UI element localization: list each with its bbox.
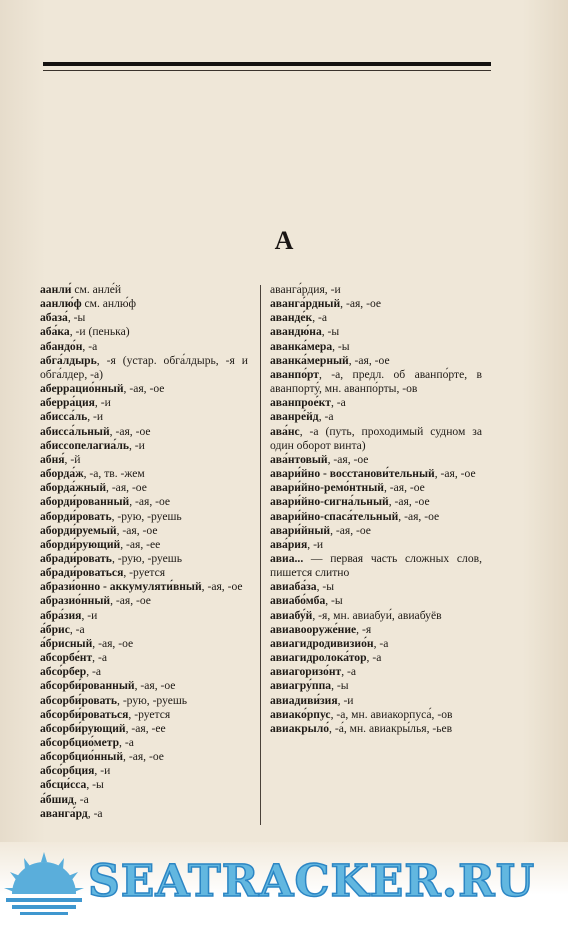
entry-headword: аванга́рд: [40, 806, 88, 820]
entry-headword: абсорбе́нт: [40, 651, 93, 665]
entry-headword: авиаба́за: [270, 580, 317, 594]
entry-grammar: , -а: [73, 792, 89, 806]
entry-grammar: , -руется: [123, 566, 166, 580]
dictionary-entry: [40, 694, 248, 708]
entry-grammar: , -а, тв. -жем: [83, 467, 145, 481]
entry-headword: авиагру́ппа: [270, 679, 332, 693]
section-letter: А: [274, 226, 294, 255]
entry-grammar: , -ая, -ое: [116, 523, 158, 537]
sun-logo-icon: [4, 850, 84, 920]
entry-grammar: , -ая, -ое: [106, 481, 147, 495]
entry-grammar: , -ая, -ое: [348, 353, 390, 367]
entry-headword: аванка́мерный: [270, 353, 349, 367]
left-column: [40, 283, 248, 821]
entry-grammar: , -и: [94, 396, 111, 410]
dictionary-entry: [40, 778, 248, 792]
entry-grammar: , -а (путь, проходимый судном за один оборот винта): [270, 424, 482, 452]
dictionary-entry: [40, 340, 248, 354]
entry-grammar: , -а: [312, 311, 328, 325]
entry-headword: абня́: [40, 452, 65, 466]
right-column: [270, 283, 482, 736]
entry-grammar: , -ая, -ое: [123, 382, 165, 396]
entry-headword: аберра́ция: [40, 396, 95, 410]
dictionary-entry: [40, 552, 248, 566]
entry-headword: авиавооруже́ние: [270, 622, 357, 636]
entry-grammar: см. анле́й: [71, 283, 122, 296]
entry-grammar: , -ая, -ее: [125, 721, 166, 735]
dictionary-entry: [40, 495, 248, 509]
entry-grammar: , -а́, мн. авиакры́лья, -ьев: [329, 721, 453, 735]
entry-headword: абсорби́роваться: [40, 707, 129, 721]
dictionary-entry: [270, 679, 482, 693]
entry-headword: авиагидролока́тор: [270, 651, 367, 665]
dictionary-entry: [270, 609, 482, 623]
dictionary-entry: [40, 623, 248, 637]
entry-grammar: , -ая, -ое: [340, 297, 382, 311]
entry-headword: авиабу́й: [270, 608, 313, 622]
dictionary-entry: [270, 340, 482, 354]
entry-headword: абиссопелагиа́ль: [40, 438, 129, 452]
entry-headword: аванре́йд: [270, 410, 319, 424]
entry-grammar: , -а: [86, 665, 102, 679]
entry-grammar: , -ы: [321, 325, 340, 339]
entry-headword: абразио́нный: [40, 594, 111, 608]
entry-grammar: , -ая, -ое: [134, 679, 176, 693]
entry-headword: авари́йно-спаса́тельный: [270, 509, 399, 523]
dictionary-entry: [40, 510, 248, 524]
entry-grammar: , -ая, -ое: [92, 636, 134, 650]
entry-headword: абга́лдырь: [40, 353, 97, 367]
entry-grammar: , -а: [119, 736, 134, 749]
dictionary-entry: [270, 396, 482, 410]
entry-headword: авари́йно-ремо́нтный: [270, 481, 384, 495]
dictionary-entry: [40, 807, 248, 821]
entry-grammar: , -а: [92, 651, 107, 665]
dictionary-entry: [270, 354, 482, 368]
entry-grammar: , -ы: [86, 778, 104, 792]
entry-grammar: , -ая, -ое: [110, 594, 151, 608]
dictionary-entry: [40, 594, 248, 608]
dictionary-entry: [40, 325, 248, 339]
entry-headword: аванка́мера: [270, 339, 333, 353]
entry-grammar: , -я, мн. авиабуи́, авиабуёв: [312, 608, 442, 622]
entry-headword: авандю́на: [270, 325, 322, 339]
dictionary-entry: [40, 538, 248, 552]
dictionary-entry: [270, 325, 482, 339]
dictionary-entry: [40, 793, 248, 807]
entry-headword: абсорби́рованный: [40, 679, 135, 693]
dictionary-entry: [270, 708, 482, 722]
entry-headword: авари́йный: [270, 523, 331, 537]
entry-grammar: , -а: [341, 665, 357, 679]
entry-grammar: , -и: [87, 410, 104, 424]
dictionary-entry: [270, 694, 482, 708]
entry-headword: ава́нс: [270, 424, 300, 438]
entry-grammar: , -я: [356, 622, 372, 636]
entry-grammar: , -ы: [325, 594, 343, 608]
entry-grammar: , -а: [366, 651, 382, 665]
entry-grammar: , -и: [337, 693, 354, 707]
entry-grammar: , -и: [128, 438, 145, 452]
dictionary-entry: [40, 354, 248, 382]
entry-headword: абради́ровать: [40, 551, 112, 565]
dictionary-entry: [40, 453, 248, 467]
entry-headword: авиадиви́зия: [270, 693, 338, 707]
entry-headword: аберрацио́нный: [40, 382, 124, 396]
dictionary-entry: [270, 722, 482, 736]
entry-headword: абсорби́рующий: [40, 721, 126, 735]
entry-grammar: , -ая, -ее: [120, 537, 161, 551]
entry-grammar: , -ы: [332, 339, 350, 353]
entry-grammar: , -й: [64, 452, 81, 466]
dictionary-entry: [270, 481, 482, 495]
dictionary-entry: [270, 552, 482, 580]
entry-grammar: , -ая, -ое: [388, 495, 430, 509]
entry-grammar: , -ая, -ое: [109, 424, 151, 438]
dictionary-entry: [40, 637, 248, 651]
entry-headword: абисса́льный: [40, 424, 110, 438]
dictionary-entry: [270, 495, 482, 509]
dictionary-entry: [270, 510, 482, 524]
dictionary-entry: [40, 524, 248, 538]
dictionary-entry: [40, 297, 248, 311]
entry-grammar: , -ая, -ое: [330, 523, 371, 537]
dictionary-entry: [270, 297, 482, 311]
dictionary-entry: [40, 750, 248, 764]
entry-headword: абсци́сса: [40, 778, 87, 792]
dictionary-entry: [270, 453, 482, 467]
dictionary-entry: [40, 736, 248, 750]
entry-grammar: , -ы: [331, 679, 349, 693]
entry-headword: ава́нтовый: [270, 452, 328, 466]
entry-headword: аборда́жный: [40, 481, 107, 495]
entry-grammar: , -и: [307, 537, 324, 551]
entry-headword: авиагоризо́нт: [270, 665, 342, 679]
entry-grammar: , -а, мн. авиакорпуса́, -ов: [330, 707, 453, 721]
entry-headword: авиако́рпус: [270, 707, 331, 721]
header-rule-thin: [43, 70, 491, 71]
entry-headword: ава́рия: [270, 537, 308, 551]
dictionary-entry: [270, 623, 482, 637]
entry-grammar: , -а, предл. об аванпо́рте, в аванпорту́, мн. аванпо́рты, -ов: [270, 367, 482, 396]
entry-headword: авиагидродивизио́н: [270, 636, 374, 650]
dictionary-entry: [40, 396, 248, 410]
entry-grammar: , -а: [82, 339, 98, 353]
entry-grammar: , -а: [318, 410, 334, 424]
entry-headword: абра́зия: [40, 608, 82, 622]
entry-grammar: , -а: [69, 622, 85, 636]
entry-headword: аба́ка: [40, 325, 70, 339]
entry-headword: абсорби́ровать: [40, 693, 118, 707]
dictionary-entry: [40, 439, 248, 453]
dictionary-entry: [270, 538, 482, 552]
entry-headword: аанлю́ф: [40, 297, 82, 311]
dictionary-entry: [270, 580, 482, 594]
dictionary-entry: [40, 283, 248, 297]
entry-grammar: см. анлю́ф: [81, 297, 137, 311]
entry-grammar: , -рую, -руешь: [111, 509, 182, 523]
dictionary-entry: [40, 679, 248, 693]
entry-headword: аванга́рдный: [270, 297, 341, 311]
entry-grammar: , -ая, -ое: [123, 750, 164, 764]
header-rule-thick: [43, 62, 491, 66]
entry-headword: аборди́рующий: [40, 537, 121, 551]
dictionary-entry: [40, 651, 248, 665]
entry-headword: абради́роваться: [40, 566, 124, 580]
dictionary-entry: [270, 594, 482, 608]
dictionary-entry: [270, 410, 482, 424]
dictionary-entry: [40, 410, 248, 424]
entry-grammar: , -я (устар. обга́лдырь, -я и обга́лдер, -а): [40, 353, 248, 381]
entry-grammar: — первая часть сложных слов, пишется слитно: [270, 551, 482, 580]
dictionary-entry: [40, 609, 248, 623]
entry-headword: аборди́руемый: [40, 523, 117, 537]
entry-headword: а́брисный: [40, 636, 93, 650]
column-divider: [260, 285, 261, 825]
entry-headword: а́брис: [40, 622, 70, 636]
entry-grammar: , -ы: [316, 580, 335, 594]
entry-headword: абсорбцио́нный: [40, 750, 124, 764]
entry-grammar: , -ая, -ое: [434, 467, 476, 481]
dictionary-entry: [40, 467, 248, 481]
dictionary-entry: [40, 764, 248, 778]
entry-grammar: , -а: [330, 396, 346, 410]
entry-grammar: , -ы: [67, 311, 86, 325]
dictionary-entry: [270, 425, 482, 453]
entry-grammar: , -а: [87, 806, 103, 820]
entry-grammar: , -ая, -ое: [201, 580, 243, 594]
entry-headword: аборди́ровать: [40, 509, 112, 523]
entry-grammar: , -а: [373, 636, 389, 650]
dictionary-entry: [270, 311, 482, 325]
entry-headword: авари́йно - восстанови́тельный: [270, 467, 435, 481]
entry-headword: аванпо́рт: [270, 367, 320, 381]
dictionary-entry: [40, 481, 248, 495]
dictionary-entry: [40, 311, 248, 325]
entry-headword: абсо́рбция: [40, 764, 95, 778]
entry-grammar: , -рую, -руешь: [117, 693, 188, 707]
entry-headword: аанли́: [40, 283, 72, 296]
entry-headword: аборда́ж: [40, 467, 84, 481]
watermark-text: SEATRACKER.RU: [88, 856, 536, 907]
entry-headword: абсорбцио́метр: [40, 736, 120, 749]
entry-headword: аборди́рованный: [40, 495, 130, 509]
entry-grammar: , -ая, -ое: [327, 452, 369, 466]
entry-headword: аванде́к: [270, 311, 313, 325]
dictionary-entry: [270, 665, 482, 679]
entry-headword: аванпрое́кт: [270, 396, 331, 410]
entry-grammar: , -ая, -ое: [398, 509, 440, 523]
entry-headword: абсо́рбер: [40, 665, 87, 679]
entry-headword: абисса́ль: [40, 410, 88, 424]
entry-headword: авиабо́мба: [270, 594, 326, 608]
entry-grammar: , -руется: [128, 707, 171, 721]
dictionary-entry: [270, 651, 482, 665]
dictionary-entry: [40, 425, 248, 439]
entry-headword: абаза́: [40, 311, 68, 325]
dictionary-entry: [270, 637, 482, 651]
entry-grammar: , -и: [94, 764, 111, 778]
dictionary-entry: [40, 708, 248, 722]
entry-grammar: , -ая, -ое: [129, 495, 171, 509]
entry-grammar: аванга́рдия, -и: [270, 283, 341, 296]
dictionary-entry: [40, 665, 248, 679]
dictionary-entry: [40, 566, 248, 580]
entry-headword: абандо́н: [40, 339, 83, 353]
entry-headword: а́бшид: [40, 792, 74, 806]
dictionary-entry: [270, 524, 482, 538]
dictionary-entry: [40, 722, 248, 736]
dictionary-entry: [270, 368, 482, 396]
dictionary-entry: [270, 283, 482, 297]
entry-headword: авиакрыло́: [270, 721, 330, 735]
dictionary-entry: [40, 580, 248, 594]
entry-grammar: , -и (пенька): [69, 325, 130, 339]
entry-grammar: , -ая, -ое: [383, 481, 425, 495]
entry-grammar: , -и: [81, 608, 98, 622]
entry-headword: авиа...: [270, 551, 304, 565]
entry-headword: авари́йно-сигна́льный: [270, 495, 389, 509]
entry-headword: абрази́онно - аккумуляти́вный: [40, 580, 202, 594]
dictionary-entry: [270, 467, 482, 481]
dictionary-entry: [40, 382, 248, 396]
entry-grammar: , -рую, -руешь: [111, 551, 183, 565]
